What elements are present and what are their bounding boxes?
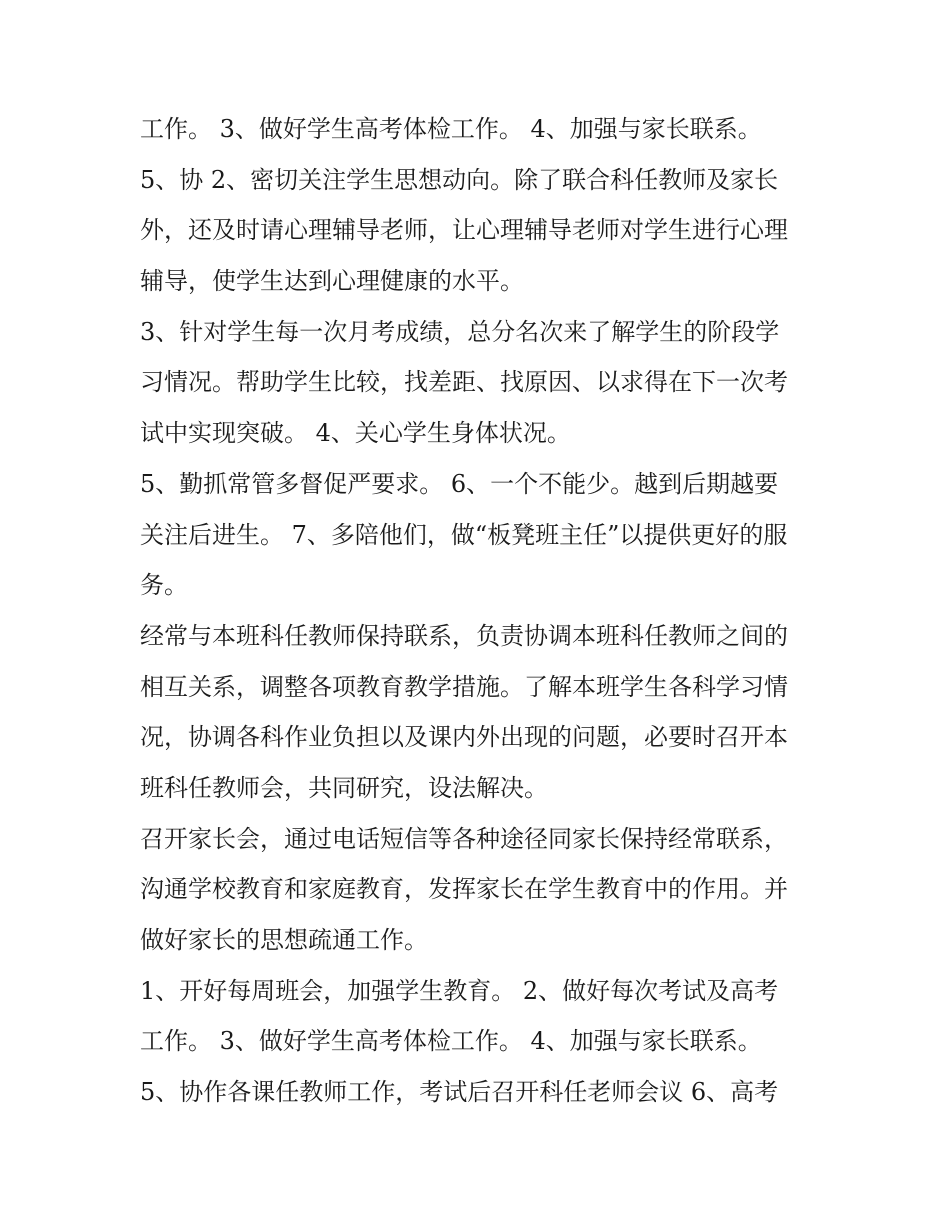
text-line: 况，协调各科作业负担以及课内外出现的问题，必要时召开本 — [140, 723, 788, 752]
text-line: 习情况。帮助学生比较，找差距、找原因、以求得在下一次考 — [140, 368, 788, 397]
text-line: 召开家长会，通过电话短信等各种途径同家长保持经常联系， — [140, 824, 788, 853]
text-line: 试中实现突破。 4、关心学生身体状况。 — [140, 419, 571, 448]
text-line: 3、针对学生每一次月考成绩，总分名次来了解学生的阶段学 — [140, 317, 780, 346]
text-line: 做好家长的思想疏通工作。 — [140, 926, 428, 954]
text-line: 工作。 3、做好学生高考体检工作。 4、加强与家长联系。 — [140, 115, 762, 143]
text-line: 班科任教师会，共同研究，设法解决。 — [140, 773, 548, 802]
text-line: 辅导，使学生达到心理健康的水平。 — [140, 267, 524, 296]
text-line: 沟通学校教育和家庭教育，发挥家长在学生教育中的作用。并 — [140, 875, 788, 904]
text-line: 5、协 2、密切关注学生思想动向。除了联合科任教师及家长 — [140, 165, 779, 194]
text-line: 工作。 3、做好学生高考体检工作。 4、加强与家长联系。 — [140, 1027, 762, 1056]
text-line: 5、协作各课任教师工作，考试后召开科任老师会议 6、高考 — [140, 1078, 779, 1107]
document-body — [140, 104, 820, 1118]
text-line: 务。 — [140, 571, 188, 600]
text-line: 关注后进生。 7、多陪他们，做“板凳班主任”以提供更好的服 — [140, 520, 788, 549]
text-line: 相互关系，调整各项教育教学措施。了解本班学生各科学习情 — [140, 672, 788, 701]
text-line: 外，还及时请心理辅导老师，让心理辅导老师对学生进行心理 — [140, 216, 788, 245]
text-line: 1、开好每周班会，加强学生教育。 2、做好每次考试及高考 — [140, 976, 779, 1005]
text-line: 经常与本班科任教师保持联系，负责协调本班科任教师之间的 — [140, 621, 788, 650]
text-line: 5、勤抓常管多督促严要求。 6、一个不能少。越到后期越要 — [140, 469, 779, 498]
